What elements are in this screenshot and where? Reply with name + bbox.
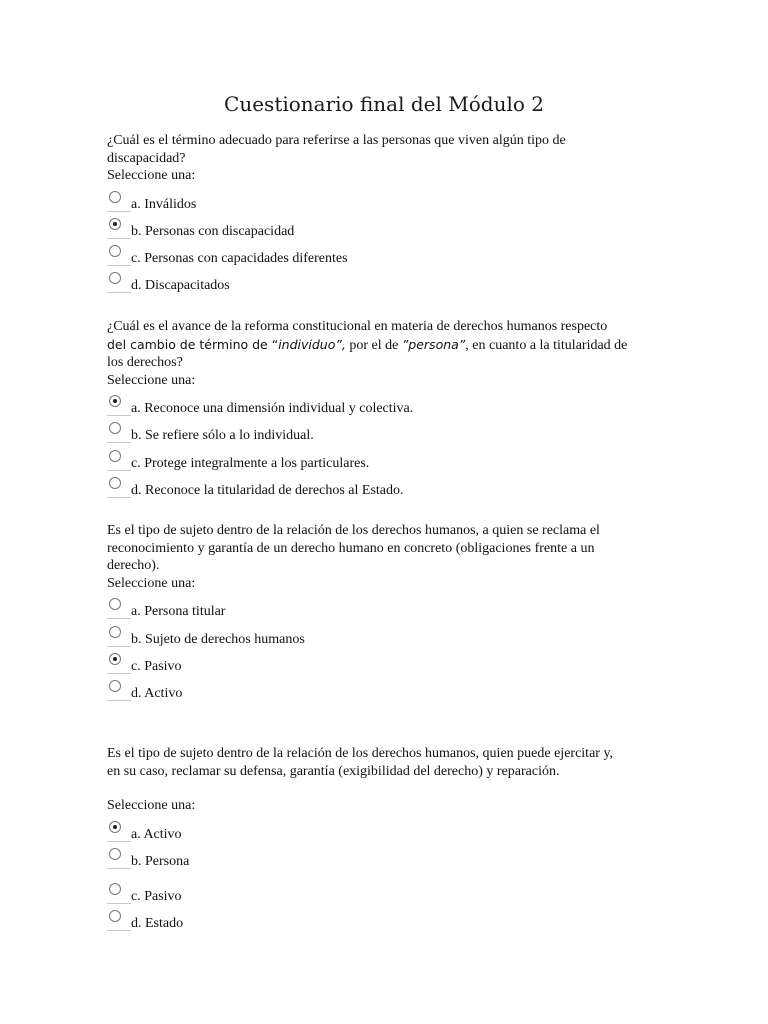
question-1-line-1: ¿Cuál es el término adecuado para referirse a las personas que viven algún tipo de xyxy=(107,133,566,148)
radio-button[interactable] xyxy=(109,848,121,860)
q1-option-d[interactable] xyxy=(107,272,527,298)
option-label: d. Reconoce la titularidad de derechos al Estado. xyxy=(131,483,404,498)
option-label: d. Estado xyxy=(131,916,184,931)
radio-button-selected[interactable] xyxy=(109,653,121,665)
option-label: c. Pasivo xyxy=(131,889,182,904)
select-prompt: Seleccione una: xyxy=(107,798,196,813)
select-prompt: Seleccione una: xyxy=(107,372,196,388)
radio-button[interactable] xyxy=(109,883,121,895)
radio-button[interactable] xyxy=(109,680,121,692)
q3-option-b[interactable] xyxy=(107,626,527,652)
option-label: b. Se refiere sólo a lo individual. xyxy=(131,428,314,443)
select-prompt: Seleccione una: xyxy=(107,575,196,591)
option-label: c. Personas con capacidades diferentes xyxy=(131,251,348,266)
question-3-line-2: reconocimiento y garantía de un derecho humano en concreto (obligaciones frente a un xyxy=(107,540,595,556)
option-label: b. Personas con discapacidad xyxy=(131,224,295,239)
question-3-line-1: Es el tipo de sujeto dentro de la relación de los derechos humanos, a quien se reclama el xyxy=(107,523,600,538)
radio-button[interactable] xyxy=(109,422,121,434)
radio-button[interactable] xyxy=(109,272,121,284)
radio-button[interactable] xyxy=(109,191,121,203)
question-3 xyxy=(107,522,647,592)
option-label: a. Persona titular xyxy=(131,604,226,619)
option-label: c. Pasivo xyxy=(131,659,182,674)
question-3-line-3: derecho). xyxy=(107,558,160,573)
q2-option-a[interactable] xyxy=(107,395,527,421)
question-2-line-2: del cambio de término de “individuo”, por el de ”persona”, en cuanto a la titularidad de xyxy=(107,336,628,353)
radio-button[interactable] xyxy=(109,626,121,638)
option-label: c. Protege integralmente a los particulares. xyxy=(131,456,370,471)
radio-button[interactable] xyxy=(109,245,121,257)
q1-option-c[interactable] xyxy=(107,245,527,271)
page-title: Cuestionario final del Módulo 2 xyxy=(224,92,544,116)
option-label: a. Reconoce una dimensión individual y colectiva. xyxy=(131,401,414,416)
option-label: a. Activo xyxy=(131,827,182,842)
select-prompt: Seleccione una: xyxy=(107,168,196,183)
q3-option-c[interactable] xyxy=(107,653,527,679)
q3-option-a[interactable] xyxy=(107,598,527,624)
radio-button[interactable] xyxy=(109,598,121,610)
question-4-line-2: en su caso, reclamar su defensa, garantía (exigibilidad del derecho) y reparación. xyxy=(107,763,560,779)
q2-option-d[interactable] xyxy=(107,477,527,503)
q1-option-a[interactable] xyxy=(107,191,527,217)
radio-button[interactable] xyxy=(109,477,121,489)
radio-button-selected[interactable] xyxy=(109,821,121,833)
radio-button[interactable] xyxy=(109,910,121,922)
question-4-line-1: Es el tipo de sujeto dentro de la relación de los derechos humanos, quien puede ejercitar y, xyxy=(107,746,614,761)
q2-option-b[interactable] xyxy=(107,422,527,448)
option-label: b. Persona xyxy=(131,854,190,869)
q1-option-b[interactable] xyxy=(107,218,527,244)
question-4 xyxy=(107,745,647,815)
question-1 xyxy=(107,132,647,185)
q4-option-a[interactable] xyxy=(107,821,527,847)
q4-option-d[interactable] xyxy=(107,910,527,936)
option-label: d. Activo xyxy=(131,686,183,701)
option-label: b. Sujeto de derechos humanos xyxy=(131,632,305,647)
q2-option-c[interactable] xyxy=(107,450,527,476)
option-label: d. Discapacitados xyxy=(131,278,230,293)
option-label: a. Inválidos xyxy=(131,197,197,212)
radio-button-selected[interactable] xyxy=(109,218,121,230)
q3-option-d[interactable] xyxy=(107,680,527,706)
radio-button-selected[interactable] xyxy=(109,395,121,407)
q4-option-b[interactable] xyxy=(107,848,527,874)
q4-option-c[interactable] xyxy=(107,883,527,909)
radio-button[interactable] xyxy=(109,450,121,462)
question-2-line-3: los derechos? xyxy=(107,355,183,370)
question-2 xyxy=(107,318,647,389)
question-1-line-2: discapacidad? xyxy=(107,150,186,166)
question-2-line-1: ¿Cuál es el avance de la reforma constitucional en materia de derechos humanos respecto xyxy=(107,319,608,334)
